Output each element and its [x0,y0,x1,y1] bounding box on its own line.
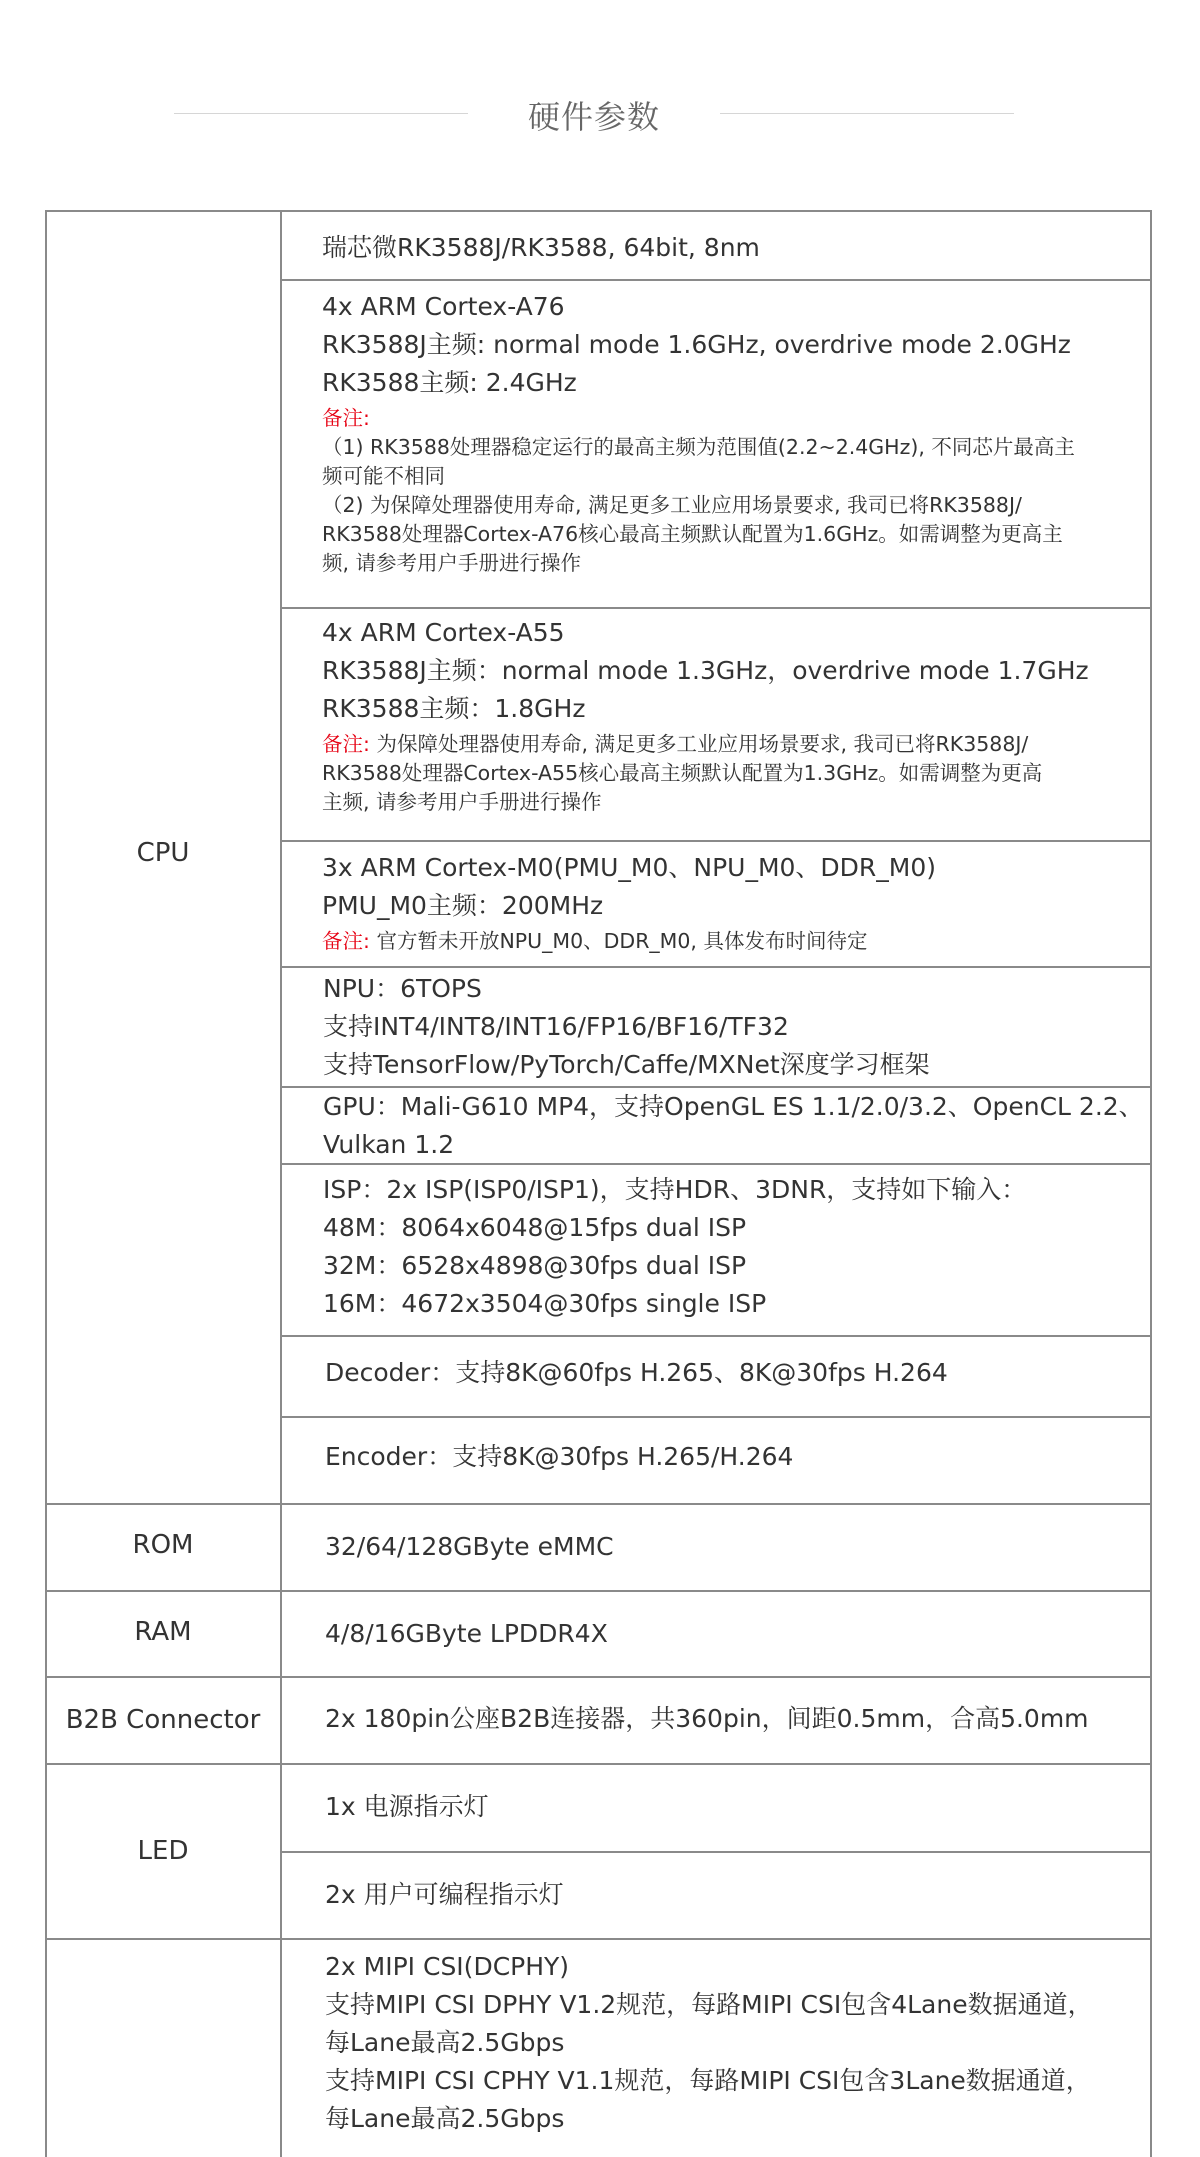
note-text: 官方暂未开放NPU_M0、DDR_M0, 具体发布时间待定 [369,929,868,953]
note-text: 频, 请参考用户手册进行操作 [322,551,582,575]
led-user-value: 2x 用户可编程指示灯 [325,1880,564,1909]
rom-cell [325,1528,1195,1566]
note-label: 备注: [322,406,370,430]
note-text: 主频, 请参考用户手册进行操作 [322,790,602,814]
note-text: 为保障处理器使用寿命, 满足更多工业应用场景要求, 我司已将RK3588J/ [369,732,1029,756]
cpu-a55-note [322,730,1192,817]
rom-label: ROM [132,1530,194,1560]
note-text: （1) RK3588处理器稳定运行的最高主频为范围值(2.2~2.4GHz), 不同芯片最高主 [322,435,1075,459]
gpu-line2: Vulkan 1.2 [323,1130,455,1159]
row-divider [280,279,1151,281]
b2b-connector-label: B2B Connector [65,1705,261,1735]
led-user-cell [325,1876,1195,1914]
table-border-top [45,210,1151,212]
ram-value: 4/8/16GByte LPDDR4X [325,1619,608,1648]
cpu-m0-line1: 3x ARM Cortex-M0(PMU_M0、NPU_M0、DDR_M0) [322,853,937,882]
cpu-a55-cell [322,614,1192,817]
isp-line4: 16M：4672x3504@30fps single ISP [323,1289,767,1318]
title-divider-right [720,113,1014,114]
row-divider [280,607,1151,609]
cpu-encoder-cell [325,1438,1195,1476]
note-text: 频可能不相同 [322,464,445,488]
csi-line3: 每Lane最高2.5Gbps [325,2028,565,2057]
cpu-m0-cell [322,849,1192,956]
cpu-a55-line3: RK3588主频：1.8GHz [322,694,586,723]
row-divider [280,1416,1151,1418]
row-divider [45,1676,1151,1678]
csi-line1: 2x MIPI CSI(DCPHY) [325,1952,570,1981]
cpu-npu-cell [323,970,1193,1084]
row-divider [45,1590,1151,1592]
cpu-a76-line3: RK3588主频: 2.4GHz [322,368,577,397]
cpu-a76-line2: RK3588J主频: normal mode 1.6GHz, overdrive mode 2.0GHz [322,330,1071,359]
led-label: LED [137,1836,189,1866]
cpu-isp-cell [323,1171,1193,1323]
cpu-m0-note [322,927,1192,956]
npu-line3: 支持TensorFlow/PyTorch/Caffe/MXNet深度学习框架 [323,1050,930,1079]
row-divider [280,1851,1151,1853]
row-divider [280,1335,1151,1337]
ram-cell [325,1615,1195,1653]
title-bar [0,88,1200,138]
rom-value: 32/64/128GByte eMMC [325,1532,614,1561]
cpu-a76-cell [322,288,1192,578]
b2b-connector-cell [325,1700,1195,1738]
note-label: 备注: [322,732,370,756]
csi-line5: 每Lane最高2.5Gbps [325,2104,565,2133]
cpu-a55-line2: RK3588J主频：normal mode 1.3GHz，overdrive mode 1.7GHz [322,656,1089,685]
led-power-cell [325,1788,1195,1826]
isp-line1: ISP：2x ISP(ISP0/ISP1)，支持HDR、3DNR，支持如下输入： [323,1175,1027,1204]
isp-line3: 32M：6528x4898@30fps dual ISP [323,1251,747,1280]
mipi-csi-cell [325,1948,1195,2138]
decoder-value: Decoder：支持8K@60fps H.265、8K@30fps H.264 [325,1358,948,1387]
row-divider [280,840,1151,842]
npu-line1: NPU：6TOPS [323,974,482,1003]
isp-line2: 48M：8064x6048@15fps dual ISP [323,1213,747,1242]
title-divider-left [174,113,468,114]
note-text: （2) 为保障处理器使用寿命, 满足更多工业应用场景要求, 我司已将RK3588J/ [322,493,1022,517]
csi-line4: 支持MIPI CSI CPHY V1.1规范，每路MIPI CSI包含3Lane数据通道， [325,2066,1091,2095]
cpu-soc-value: 瑞芯微RK3588J/RK3588, 64bit, 8nm [322,233,760,262]
cpu-m0-line2: PMU_M0主频：200MHz [322,891,604,920]
csi-line2: 支持MIPI CSI DPHY V1.2规范，每路MIPI CSI包含4Lane数据通道， [325,1990,1093,2019]
row-divider [45,1503,1151,1505]
b2b-connector-value: 2x 180pin公座B2B连接器，共360pin，间距0.5mm，合高5.0mm [325,1704,1089,1733]
cpu-label: CPU [136,838,190,868]
note-label: 备注: [322,929,370,953]
led-power-value: 1x 电源指示灯 [325,1792,489,1821]
npu-line2: 支持INT4/INT8/INT16/FP16/BF16/TF32 [323,1012,789,1041]
encoder-value: Encoder：支持8K@30fps H.265/H.264 [325,1442,794,1471]
row-divider [45,1938,1151,1940]
page-title: 硬件参数 [527,98,660,136]
note-text: RK3588处理器Cortex-A76核心最高主频默认配置为1.6GHz。如需调整为更高主 [322,522,1063,546]
cpu-decoder-cell [325,1354,1195,1392]
cpu-a76-note [322,404,1192,578]
gpu-line1: GPU：Mali-G610 MP4，支持OpenGL ES 1.1/2.0/3.2、OpenCL 2.2、 [323,1092,1144,1121]
ram-label: RAM [134,1617,192,1647]
row-divider [45,1763,1151,1765]
cpu-a55-line1: 4x ARM Cortex-A55 [322,618,565,647]
row-divider [280,966,1151,968]
cpu-soc-cell [322,229,1192,267]
cpu-gpu-cell [323,1088,1193,1164]
cpu-a76-line1: 4x ARM Cortex-A76 [322,292,565,321]
note-text: RK3588处理器Cortex-A55核心最高主频默认配置为1.3GHz。如需调整为更高 [322,761,1043,785]
